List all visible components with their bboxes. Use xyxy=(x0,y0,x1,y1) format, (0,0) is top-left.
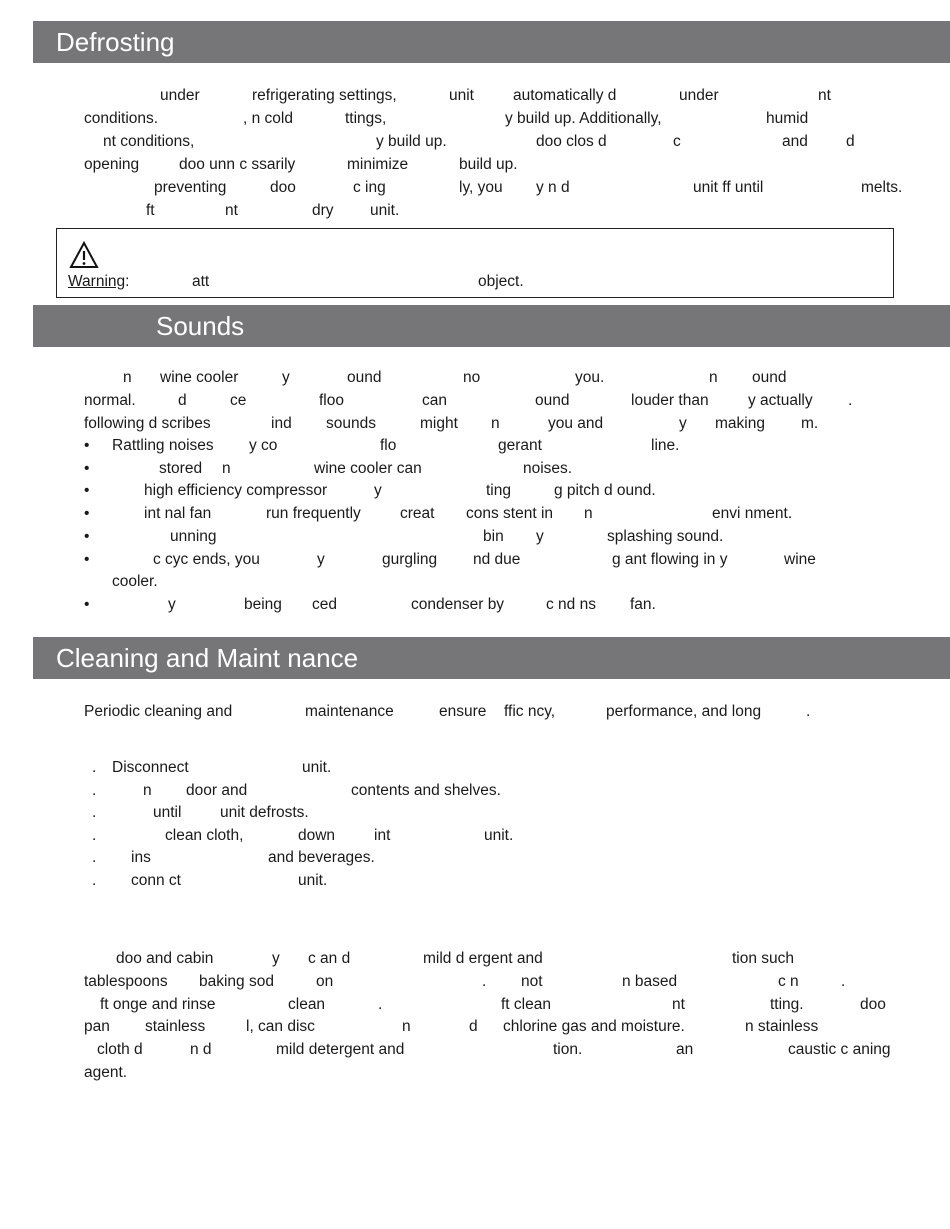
list-item-text: cooler. xyxy=(112,573,158,590)
list-item-text: wine xyxy=(784,551,816,568)
list-item-text: run frequently xyxy=(266,505,361,522)
body-text: c n xyxy=(778,972,799,990)
body-text: d xyxy=(846,133,855,150)
body-text: ce xyxy=(230,392,247,409)
body-text: chlorine gas and moisture. xyxy=(503,1018,685,1036)
step-text: unit. xyxy=(484,826,514,844)
bullet-marker: • xyxy=(84,505,90,522)
body-text: might xyxy=(420,415,458,432)
list-item-text: wine cooler can xyxy=(314,460,422,477)
list-item-text: fan. xyxy=(630,596,656,613)
body-text: floo xyxy=(319,392,344,409)
step-text: conn ct xyxy=(131,872,181,889)
body-text: ind xyxy=(271,415,292,432)
body-text: doo unn c ssarily xyxy=(179,156,296,173)
body-text: ound xyxy=(347,369,382,386)
body-text: nt xyxy=(818,87,831,104)
list-item-text: stored xyxy=(159,460,203,477)
section-header-cleaning xyxy=(33,637,950,679)
body-text: mild d ergent and xyxy=(423,950,543,967)
body-text: ft clean xyxy=(501,995,551,1013)
body-text: minimize xyxy=(347,156,409,173)
warning-text-fragment: att xyxy=(192,273,210,290)
list-item-text: c nd ns xyxy=(546,596,596,613)
step-text: door and xyxy=(186,781,248,799)
list-item-text: line. xyxy=(651,437,680,454)
body-text: nt conditions, xyxy=(103,133,195,150)
step-text: n xyxy=(143,781,152,799)
bullet-marker: • xyxy=(84,551,90,568)
body-text: ft onge and rinse xyxy=(100,995,216,1013)
body-text: pan xyxy=(84,1018,110,1036)
body-text: n stainless xyxy=(745,1018,819,1036)
warning-label-group xyxy=(68,272,129,292)
body-text: doo xyxy=(270,179,296,196)
body-text: ft xyxy=(146,202,155,219)
list-item-text: ced xyxy=(312,596,337,613)
list-item-text: high efficiency compressor xyxy=(144,482,328,499)
warning-text-fragment: object. xyxy=(478,273,524,290)
list-item-text: n xyxy=(584,505,593,522)
body-text: m. xyxy=(801,415,819,432)
body-text: normal. xyxy=(84,392,136,409)
body-text: clean xyxy=(288,995,326,1013)
body-text: stainless xyxy=(145,1018,206,1036)
body-text: sounds xyxy=(326,415,376,432)
section-header-defrosting xyxy=(33,21,950,63)
body-text: n xyxy=(123,369,132,386)
step-text: unit. xyxy=(302,759,332,776)
step-text: Disconnect xyxy=(112,759,189,776)
body-text: performance, and long xyxy=(606,703,762,720)
body-text: making xyxy=(715,415,765,432)
body-text: no xyxy=(463,369,481,386)
bullet-marker: • xyxy=(84,528,90,545)
body-text: nt xyxy=(225,202,238,219)
body-text: cloth d xyxy=(97,1041,143,1059)
body-text: agent. xyxy=(84,1064,128,1081)
body-text: tion. xyxy=(553,1041,583,1059)
step-text: int xyxy=(374,826,391,844)
step-text: . xyxy=(92,804,97,822)
body-text: ly, you xyxy=(459,179,503,196)
bullet-marker: • xyxy=(84,482,90,499)
list-item-text: gurgling xyxy=(382,551,438,568)
warning-label: Warning xyxy=(68,273,126,290)
list-item-text: creat xyxy=(400,505,435,522)
step-text: until xyxy=(153,804,182,822)
body-text: ffic ncy, xyxy=(504,703,556,720)
list-item-text: y xyxy=(374,482,382,499)
body-text: conditions. xyxy=(84,110,159,127)
step-text: clean cloth, xyxy=(165,826,244,844)
list-item-text: flo xyxy=(380,437,397,454)
body-text: build up. xyxy=(459,156,518,173)
body-text: tting. xyxy=(770,995,804,1013)
body-text: . xyxy=(841,972,846,990)
body-text: . xyxy=(378,995,383,1013)
body-text: unit ff until xyxy=(693,179,764,196)
section-header-sounds xyxy=(33,305,950,347)
body-text: automatically d xyxy=(513,87,617,104)
body-text: preventing xyxy=(154,179,227,196)
step-text: ins xyxy=(131,849,151,867)
list-item-text: being xyxy=(244,596,282,613)
step-text: . xyxy=(92,759,97,776)
body-text: opening xyxy=(84,156,140,173)
body-text: y build up. xyxy=(376,133,447,150)
body-text: under xyxy=(679,87,719,104)
body-text: n xyxy=(491,415,500,432)
step-text: down xyxy=(298,826,336,844)
list-item-text: int nal fan xyxy=(144,505,212,522)
body-text: doo clos d xyxy=(536,133,607,150)
body-text: y xyxy=(282,369,290,386)
body-text: unit xyxy=(449,87,474,104)
body-text: n based xyxy=(622,972,678,990)
body-text: y actually xyxy=(748,392,813,409)
body-text: y xyxy=(679,415,687,432)
list-item-text: n xyxy=(222,460,231,477)
body-text: doo xyxy=(860,995,886,1013)
warning-colon: : xyxy=(125,273,130,290)
body-text: doo and cabin xyxy=(116,950,214,967)
list-item-text: splashing sound. xyxy=(607,528,724,545)
body-text: wine cooler xyxy=(160,369,239,386)
body-text: nt xyxy=(672,995,685,1013)
bullet-marker: • xyxy=(84,460,90,477)
list-item-text: y xyxy=(317,551,325,568)
body-text: unit. xyxy=(370,202,400,219)
body-text: refrigerating settings, xyxy=(252,87,397,104)
body-text: y xyxy=(272,950,280,967)
body-text: and xyxy=(782,133,808,150)
body-text: tion such xyxy=(732,950,795,967)
body-text: baking sod xyxy=(199,972,274,990)
body-text: on xyxy=(316,972,334,990)
section-title: Sounds xyxy=(156,311,245,341)
warning-box xyxy=(56,228,894,298)
list-item-text: noises. xyxy=(523,460,573,477)
body-text: humid xyxy=(766,110,809,127)
section-title: Cleaning and Maint nance xyxy=(56,643,359,673)
body-text: n d xyxy=(190,1041,212,1059)
body-text: caustic c aning xyxy=(788,1041,891,1059)
body-text: , n cold xyxy=(243,110,293,127)
list-item-text: g pitch d ound. xyxy=(554,482,656,499)
body-text: ttings, xyxy=(345,110,387,127)
body-text: . xyxy=(806,703,811,720)
list-item-text: y co xyxy=(249,437,278,454)
body-text: l, can disc xyxy=(246,1018,315,1036)
body-text: Periodic cleaning and xyxy=(84,703,233,720)
warning-triangle-icon xyxy=(69,241,99,269)
body-text: . xyxy=(482,972,487,990)
body-text: ensure xyxy=(439,703,487,720)
body-text: c an d xyxy=(308,950,351,967)
body-text: c xyxy=(673,133,681,150)
list-item-text: gerant xyxy=(498,437,542,454)
list-item-text: condenser by xyxy=(411,596,505,613)
body-text: ound xyxy=(752,369,787,386)
body-text: c ing xyxy=(353,179,386,196)
body-text: mild detergent and xyxy=(276,1041,405,1059)
body-text: dry xyxy=(312,202,334,219)
step-text: unit. xyxy=(298,872,328,889)
list-item-text: unning xyxy=(170,528,217,545)
list-item-text: nd due xyxy=(473,551,521,568)
body-text: louder than xyxy=(631,392,709,409)
step-text: . xyxy=(92,781,97,799)
section-title: Defrosting xyxy=(56,27,175,57)
list-item-text: Rattling noises xyxy=(112,437,214,454)
step-text: . xyxy=(92,826,97,844)
step-text: . xyxy=(92,872,97,889)
body-text: y n d xyxy=(536,179,570,196)
body-text: . xyxy=(848,392,853,409)
list-item-text: ting xyxy=(486,482,511,499)
body-text: y build up. Additionally, xyxy=(505,110,662,127)
body-text: d xyxy=(178,392,187,409)
list-item-text: y xyxy=(168,596,176,613)
body-text: melts. xyxy=(861,179,903,196)
body-text: tablespoons xyxy=(84,972,168,990)
body-text: n xyxy=(402,1018,411,1036)
body-text: you and xyxy=(548,415,604,432)
step-text: contents and shelves. xyxy=(351,781,501,799)
step-text: unit defrosts. xyxy=(220,804,309,822)
body-text: d xyxy=(469,1018,478,1036)
body-text: not xyxy=(521,972,543,990)
list-item-text: y xyxy=(536,528,544,545)
body-text: n xyxy=(709,369,718,386)
list-item-text: bin xyxy=(483,528,504,545)
body-text: under xyxy=(160,87,200,104)
bullet-marker: • xyxy=(84,596,90,613)
list-item-text: g ant flowing in y xyxy=(612,551,728,568)
step-text: . xyxy=(92,849,97,867)
body-text: following d scribes xyxy=(84,415,211,432)
body-text: maintenance xyxy=(305,703,394,720)
body-text: an xyxy=(676,1041,694,1059)
body-text: you. xyxy=(575,369,605,386)
bullet-marker: • xyxy=(84,437,90,454)
body-text: ound xyxy=(535,392,570,409)
body-text: can xyxy=(422,392,447,409)
list-item-text: c cyc ends, you xyxy=(153,551,260,568)
step-text: and beverages. xyxy=(268,849,375,867)
list-item-text: envi nment. xyxy=(712,505,793,522)
list-item-text: cons stent in xyxy=(466,505,554,522)
